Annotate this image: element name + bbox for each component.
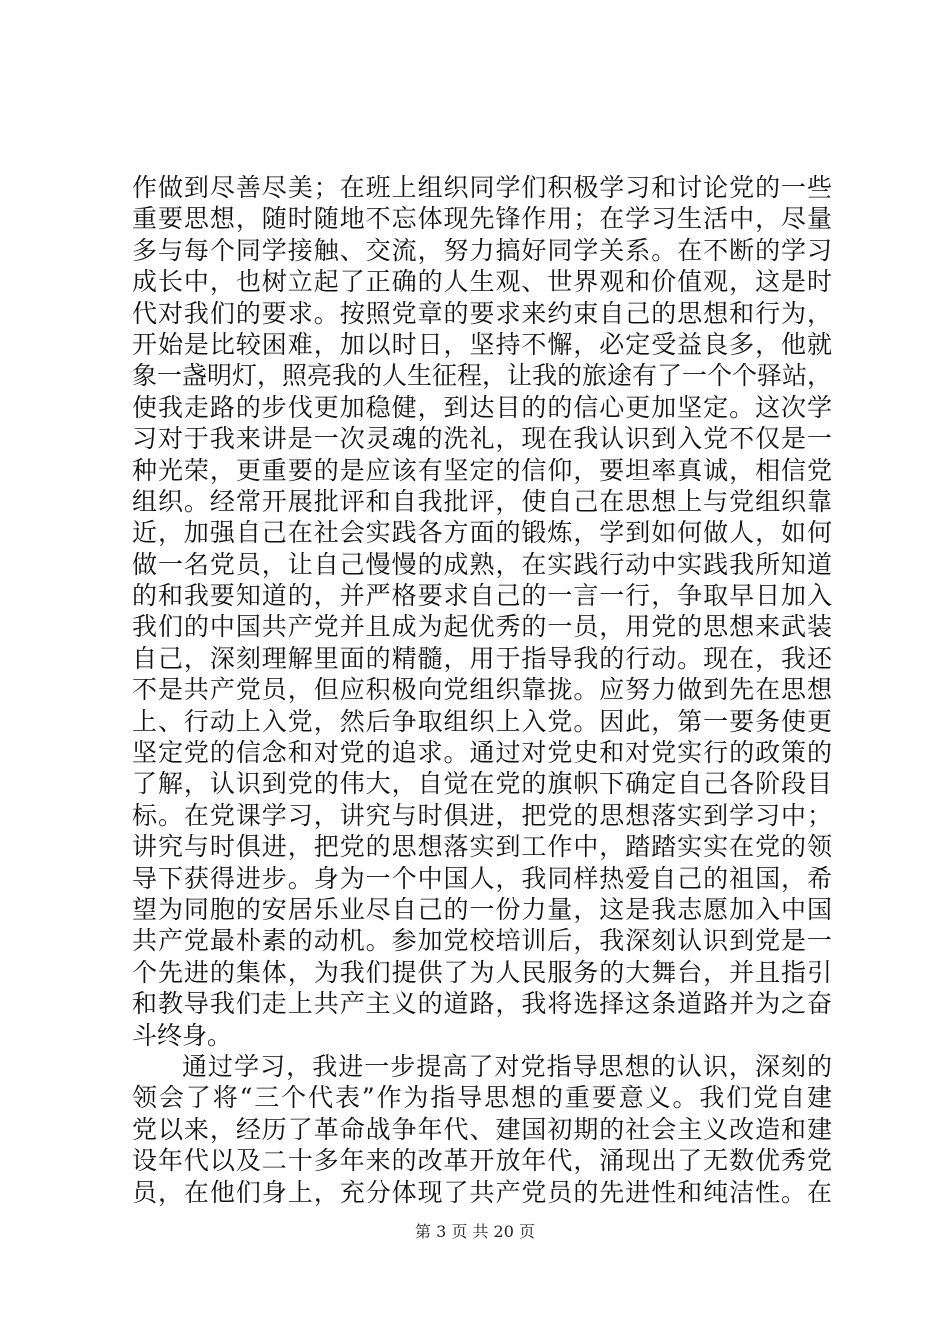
text-line: 代对我们的要求。按照党章的要求来约束自己的思想和行为， <box>132 298 832 328</box>
text-line: 种光荣，更重要的是应该有坚定的信仰，要坦率真诚，相信党 <box>132 455 832 485</box>
text-line: 我们的中国共产党并且成为起优秀的一员，用党的思想来武装 <box>132 612 832 642</box>
text-line: 多与每个同学接触、交流，努力搞好同学关系。在不断的学习 <box>132 235 832 265</box>
text-line: 成长中，也树立起了正确的人生观、世界观和价值观，这是时 <box>132 267 832 297</box>
text-line: 重要思想，随时随地不忘体现先锋作用；在学习生活中，尽量 <box>132 204 832 234</box>
text-line: 上、行动上入党，然后争取组织上入党。因此，第一要务使更 <box>132 706 832 736</box>
paragraph-2 <box>132 1051 832 1208</box>
text-line: 个先进的集体，为我们提供了为人民服务的大舞台，并且指引 <box>132 957 832 987</box>
paragraph-1 <box>132 172 832 1051</box>
text-line: 自己，深刻理解里面的精髓，用于指导我的行动。现在，我还 <box>132 643 832 673</box>
text-line: 象一盏明灯，照亮我的人生征程，让我的旅途有了一个个驿站， <box>132 361 833 391</box>
body-text <box>132 172 832 1208</box>
text-line: 斗终身。 <box>132 1020 233 1050</box>
text-line: 党以来，经历了革命战争年代、建国初期的社会主义改造和建 <box>132 1114 832 1144</box>
page-number-footer: 第 3 页 共 20 页 <box>415 1222 535 1241</box>
text-line: 和教导我们走上共产主义的道路，我将选择这条道路并为之奋 <box>132 989 832 1019</box>
text-line: 共产党最朴素的动机。参加党校培训后，我深刻认识到党是一 <box>132 926 832 956</box>
text-line: 不是共产党员，但应积极向党组织靠拢。应努力做到先在思想 <box>132 675 832 705</box>
text-line: 领会了将“三个代表”作为指导思想的重要意义。我们党自建 <box>132 1083 832 1113</box>
text-line: 标。在党课学习，讲究与时俱进，把党的思想落实到学习中； <box>132 800 832 830</box>
text-line: 通过学习，我进一步提高了对党指导思想的认识，深刻的 <box>182 1051 832 1081</box>
text-line: 作做到尽善尽美；在班上组织同学们积极学习和讨论党的一些 <box>132 173 832 202</box>
text-line: 近，加强自己在社会实践各方面的锻炼，学到如何做人，如何 <box>132 518 832 548</box>
text-line: 设年代以及二十多年来的改革开放年代，涌现出了无数优秀党 <box>132 1146 832 1176</box>
text-line: 开始是比较困难，加以时日，坚持不懈，必定受益良多，他就 <box>132 329 832 359</box>
text-line: 使我走路的步伐更加稳健，到达目的的信心更加坚定。这次学 <box>132 392 832 422</box>
text-line: 员，在他们身上，充分体现了共产党员的先进性和纯洁性。在 <box>132 1177 832 1207</box>
text-line: 导下获得进步。身为一个中国人，我同样热爱自己的祖国，希 <box>132 863 832 893</box>
text-line: 做一名党员，让自己慢慢的成熟，在实践行动中实践我所知道 <box>132 549 832 579</box>
text-line: 讲究与时俱进，把党的思想落实到工作中，踏踏实实在党的领 <box>132 832 832 862</box>
text-line: 组织。经常开展批评和自我批评，使自己在思想上与党组织靠 <box>132 486 832 516</box>
text-line: 的和我要知道的，并严格要求自己的一言一行，争取早日加入 <box>132 581 832 611</box>
text-line: 了解，认识到党的伟大，自觉在党的旗帜下确定自己各阶段目 <box>132 769 832 799</box>
text-line: 习对于我来讲是一次灵魂的洗礼，现在我认识到入党不仅是一 <box>132 424 832 454</box>
text-line: 望为同胞的安居乐业尽自己的一份力量，这是我志愿加入中国 <box>132 894 832 924</box>
text-line: 坚定党的信念和对党的追求。通过对党史和对党实行的政策的 <box>132 738 832 768</box>
